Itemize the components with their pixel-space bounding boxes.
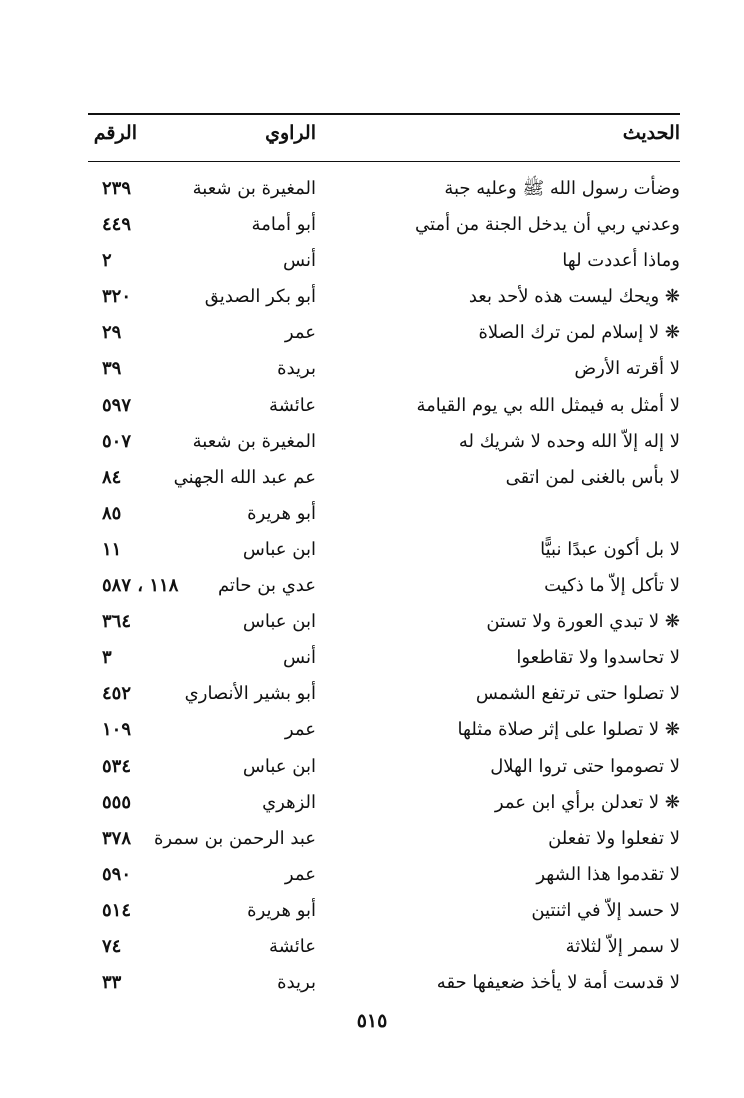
table-row (88, 965, 680, 1001)
hadith-text: لا تصوموا حتى تروا الهلال (490, 755, 680, 777)
hadith-text: لا سمر إلاّ لثلاثة (565, 935, 680, 957)
table-row (88, 460, 680, 496)
table-row (88, 243, 680, 279)
hadith-number: ٢ (102, 250, 112, 272)
narrator-name: أبو هريرة (247, 899, 316, 921)
rawi-column-header: الراوي (265, 122, 316, 144)
narrator-name: أنس (283, 250, 316, 272)
narrator-name: عبد الرحمن بن سمرة (154, 827, 316, 849)
hadith-text: لا تصلوا حتى ترتفع الشمس (475, 683, 680, 705)
hadith-text: ❋ لا تبدي العورة ولا تستن (486, 611, 680, 633)
page-number: ٥١٥ (356, 1010, 388, 1032)
table-row (88, 640, 680, 676)
hadith-text: لا تفعلوا ولا تفعلن (548, 827, 680, 849)
hadith-text: لا بأس بالغنى لمن اتقى (505, 466, 680, 488)
hadith-text: وضأت رسول الله ﷺ وعليه جبة (444, 178, 680, 199)
hadith-text: وعدني ربي أن يدخل الجنة من أمتي (415, 214, 680, 236)
hadith-number: ٧٤ (102, 935, 122, 957)
narrator-name: المغيرة بن شعبة (192, 178, 316, 199)
narrator-name: عمر (284, 863, 316, 885)
table-row (88, 712, 680, 748)
table-row (88, 279, 680, 315)
narrator-name: عمر (284, 322, 316, 344)
narrator-name: عدي بن حاتم (217, 575, 316, 597)
hadith-text: لا تأكل إلاّ ما ذكيت (544, 575, 680, 597)
narrator-name: عم عبد الله الجهني (173, 466, 316, 488)
narrator-name: المغيرة بن شعبة (192, 430, 316, 452)
hadith-number: ٢٩ (102, 322, 122, 344)
hadith-text: لا أمثل به فيمثل الله بي يوم القيامة (416, 394, 680, 416)
hadith-number: ٣٩ (102, 358, 122, 380)
hadith-text: وماذا أعددت لها (562, 250, 680, 272)
hadith-number: ٣٧٨ (102, 827, 132, 849)
narrator-name: بريدة (277, 358, 316, 380)
hadith-number: ٥١٤ (102, 899, 132, 921)
hadith-number: ٢٣٩ (102, 178, 132, 199)
hadith-number: ١٠٩ (102, 719, 132, 741)
hadith-text: ❋ لا تصلوا على إثر صلاة مثلها (457, 719, 680, 741)
narrator-name: أبو بشير الأنصاري (184, 683, 316, 705)
hadith-text: ❋ لا إسلام لمن ترك الصلاة (478, 322, 680, 344)
narrator-name: بريدة (277, 972, 316, 994)
table-row (88, 785, 680, 821)
hadith-number: ٥٩٠ (102, 863, 132, 885)
hadith-number: ١١ (102, 538, 122, 560)
table-row (88, 749, 680, 785)
table-row (88, 207, 680, 243)
hadith-text: ❋ ويحك ليست هذه لأحد بعد (468, 286, 680, 308)
number-column-header: الرقم (93, 122, 137, 144)
table-row (88, 351, 680, 387)
hadith-number: ٨٤ (102, 466, 122, 488)
narrator-name: أبو أمامة (251, 214, 316, 236)
table-row (88, 568, 680, 604)
hadith-number: ٥٣٤ (102, 755, 132, 777)
hadith-number: ٣٦٤ (102, 611, 132, 633)
table-row (88, 315, 680, 351)
narrator-name: عائشة (269, 935, 316, 957)
hadith-column-header: الحديث (622, 122, 680, 144)
table-row (88, 604, 680, 640)
table-row (88, 857, 680, 893)
header-top-rule (88, 113, 680, 115)
hadith-number: ٣٢٠ (102, 286, 132, 308)
hadith-text: لا قدست أمة لا يأخذ ضعيفها حقه (436, 972, 680, 994)
hadith-number: ٥٥٥ (102, 791, 132, 813)
hadith-number: ٣٣ (102, 972, 122, 994)
hadith-number: ١١٨ ، ٥٨٧ (102, 575, 179, 597)
hadith-index-table (88, 171, 680, 1001)
narrator-name: أنس (283, 647, 316, 669)
table-row (88, 893, 680, 929)
table-row (88, 929, 680, 965)
hadith-number: ٤٥٢ (102, 683, 132, 705)
narrator-name: ابن عباس (242, 538, 316, 560)
hadith-text: لا تقدموا هذا الشهر (536, 863, 680, 885)
narrator-name: أبو بكر الصديق (204, 286, 316, 308)
table-row (88, 676, 680, 712)
hadith-number: ٥٠٧ (102, 430, 132, 452)
narrator-name: أبو هريرة (247, 502, 316, 524)
hadith-number: ٤٤٩ (102, 214, 132, 236)
table-row (88, 496, 680, 532)
header-bottom-rule (88, 161, 680, 162)
table-row (88, 532, 680, 568)
table-row (88, 424, 680, 460)
hadith-text: لا تحاسدوا ولا تقاطعوا (516, 647, 680, 669)
hadith-text: لا حسد إلاّ في اثنتين (531, 899, 680, 921)
narrator-name: عمر (284, 719, 316, 741)
table-row (88, 388, 680, 424)
table-header (88, 122, 680, 154)
hadith-number: ٨٥ (102, 502, 122, 524)
narrator-name: ابن عباس (242, 611, 316, 633)
narrator-name: ابن عباس (242, 755, 316, 777)
hadith-number: ٥٩٧ (102, 394, 132, 416)
table-row (88, 171, 680, 207)
narrator-name: الزهري (262, 791, 316, 813)
hadith-text: لا إله إلاّ الله وحده لا شريك له (458, 430, 680, 452)
hadith-text: لا بل أكون عبدًا نبيًّا (540, 538, 680, 560)
table-row (88, 821, 680, 857)
hadith-text: لا أقرته الأرض (574, 358, 680, 380)
hadith-text: ❋ لا تعدلن برأي ابن عمر (494, 791, 680, 813)
hadith-number: ٣ (102, 647, 112, 669)
narrator-name: عائشة (269, 394, 316, 416)
